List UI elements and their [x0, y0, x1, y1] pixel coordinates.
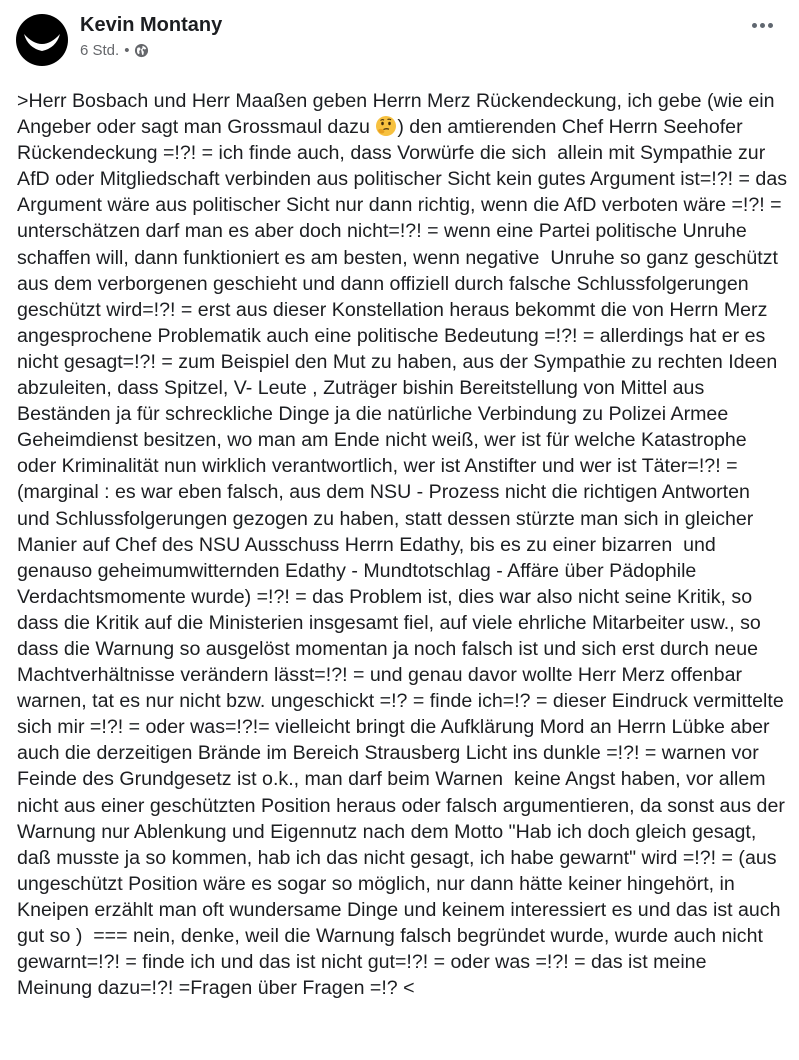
thinking-face-emoji-icon — [375, 115, 397, 137]
post-text — [17, 88, 792, 1001]
more-options-icon[interactable] — [747, 14, 777, 36]
avatar-logo-icon — [16, 14, 68, 66]
post-timestamp[interactable]: 6 Std. — [80, 42, 120, 59]
post-text-part-1: >Herr Bosbach und Herr Maaßen geben Herrn Merz Rückendeckung, ich gebe (wie ein Angeber oder sagt man Grossmaul dazu — [17, 90, 779, 139]
dot-icon — [768, 23, 773, 28]
post-meta — [80, 42, 149, 59]
post-text-part-2: ) den amtierenden Chef Herrn Seehofer Rückendeckung =!?! = ich finde auch, dass Vorwürfe die sich allein mit Sympathie zur AfD oder Mitgliedschaft verbinden aus politischer Sicht kein gutes Argument ist=!?! = das Argument wäre aus politischer Sicht nur dann richtig, wenn die AfD verboten wäre =!?! = unterschätzen darf man es aber doch nicht=!?! = wenn eine Partei politische Unruhe schaffen will, dann funktioniert es am besten, wenn negative Unruhe so ganz geschützt aus dem verborgenen geschieht und dann offiziell durch falsche Schlussfolgerungen geschützt wird=!?! = erst aus dieser Konstellation heraus bekommt die von Herrn Merz angesprochene Problematik auch eine politische Bedeutung =!?! = allerdings hat er es nicht gesagt=!?! = zum Beispiel den Mut zu haben, aus der Sympathie zu rechten Ideen abzuleiten, dass Spitzel, V- Leute , Zuträger bishin Bereitstellung von Mittel aus Beständen ja für schreckliche Dinge ja die natürliche Verbindung zu Polizei Armee Geheimdienst besitzen, wo man am Ende nicht weiß, wer ist für welche Katastrophe oder Kriminalität nun wirklich verantwortlich, wer ist Anstifter und wer ist Täter=!?! =(marginal : es war eben falsch, aus dem NSU - Prozess nicht die richtigen Antworten und Schlussfolgerungen gezogen zu haben, statt dessen stürzte man sich in gleicher Manier auf Chef des NSU Ausschuss Herrn Edathy, bis es zu einer bizarren und genauso geheimumwitternden Edathy - Mundtotschlag - Affäre über Pädophile Verdachtsmomente wurde) =!?! = das Problem ist, dies war also nicht seine Kritik, so dass die Kritik auf die Ministerien insgesamt fiel, auf viele ehrliche Mitarbeiter usw., so dass die Warnung so ausgelöst momentan ja noch falsch ist und sich erst durch neue Machtverhältnisse verändern lässt=!?! = und genau davor wollte Herr Merz offenbar warnen, tat es nur nicht bzw. ungeschickt =!? = finde ich=!? = dieser Eindruck vermittelte sich mir =!?! = oder was=!?!= vielleicht bringt die Aufklärung Mord an Herrn Lübke aber auch die derzeitigen Brände im Bereich Strausberg Licht ins dunkle =!?! = warnen vor Feinde des Grundgesetz ist o.k., man darf beim Warnen keine Angst haben, vor allem nicht aus einer geschützten Position heraus oder falsch argumentieren, da sonst aus der Warnung nur Ablenkung und Eigennutz nach dem Motto "Hab ich doch gleich gesagt, daß musste ja so kommen, hab ich das nicht gesagt, ich habe gewarnt" wird =!?! = (aus ungeschützt Position wäre es sogar so möglich, nur dann hätte keiner hingehört, in Kneipen erzählt man oft wundersame Dinge und keinem interessiert es und das ist auch gut so ) === nein, denke, weil die Warnung falsch begründet wurde, wurde auch nicht gewarnt=!?! = finde ich und das ist nicht gut=!?! = oder was =!?! = das ist meine Meinung dazu=!?! =Fragen über Fragen =!? < — [17, 116, 792, 1000]
globe-icon[interactable] — [134, 43, 149, 58]
dot-icon — [760, 23, 765, 28]
meta-separator: • — [124, 42, 130, 59]
post-header — [16, 14, 783, 64]
author-name[interactable]: Kevin Montany — [80, 14, 223, 36]
dot-icon — [752, 23, 757, 28]
avatar[interactable] — [16, 14, 68, 66]
